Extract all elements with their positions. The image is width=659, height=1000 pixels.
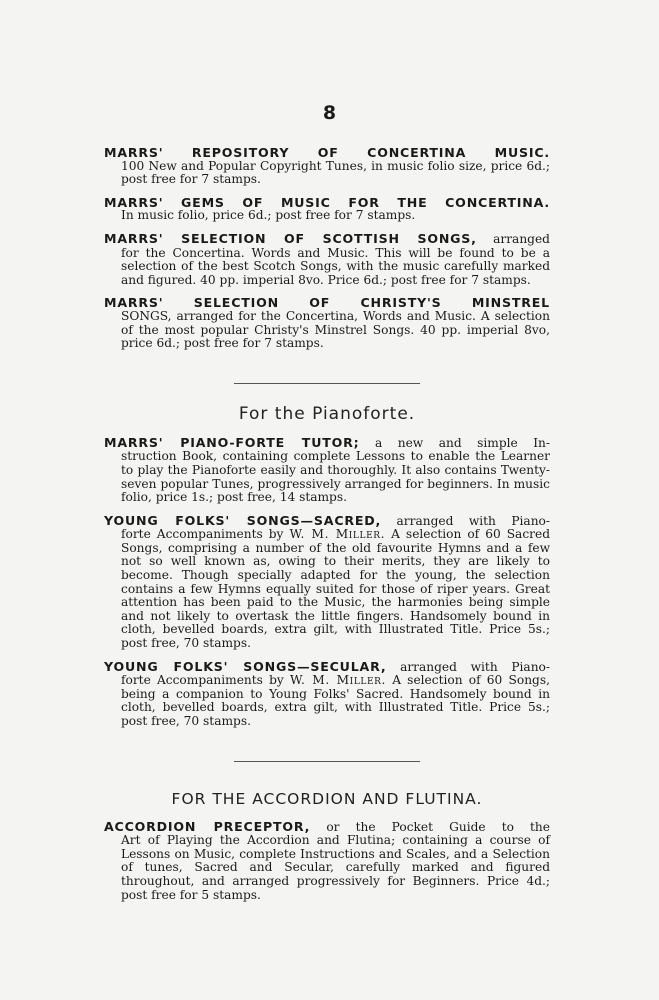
- listing-young-folks-secular: [104, 660, 550, 729]
- listing-young-folks-sacred: [104, 514, 550, 651]
- section-divider: [234, 761, 420, 762]
- listing-christys-minstrel-songs: [104, 296, 550, 350]
- listing-description: Art of Playing the Accordion and Flutina; containing a course of Lessons on Music, complete Instructions and Scales, and a Selection of tunes, Sacred and Secular, carefully marked and figured throughout, and arranged progressively for Beginners. Price 4d.; post free for 5 stamps.: [121, 833, 550, 902]
- listing-heading-line: [104, 436, 550, 451]
- listing-heading-line: [104, 820, 550, 835]
- listing-gems-of-music: [104, 196, 550, 223]
- section-divider: [234, 383, 420, 384]
- listing-heading-tail: arranged with Piano-: [381, 513, 551, 528]
- page-content: [104, 146, 550, 911]
- listing-description: for the Concertina. Words and Music. This will be found to be a selection of the best Scotch Songs, with the music carefully marked and figured. 40 pp. imperial 8vo. Price 6d.; post free for 7 stamps.: [121, 245, 550, 287]
- page-number: 8: [322, 102, 337, 124]
- author-name: W. M. Miller.: [289, 673, 386, 688]
- listing-description: struction Book, containing complete Lessons to enable the Learner to play the Pianoforte easily and thoroughly. It also contains Twenty-seven popular Tunes, progressively arranged for beginners. In music folio, price 1s.; post free, 14 stamps.: [121, 449, 550, 505]
- section-title-pianoforte: For the Pianoforte.: [238, 403, 416, 424]
- listing-heading: MARRS' SELECTION OF SCOTTISH SONGS,: [104, 230, 477, 246]
- section-title-accordion: FOR THE ACCORDION AND FLUTINA.: [171, 789, 483, 808]
- listing-heading-line: [104, 232, 550, 247]
- listing-heading-line: [104, 660, 550, 675]
- listing-description-rest: A selection of 60 Sacred Songs, comprising a number of the old favourite Hymns and a few not so well known as, owing to their merits, they are likely to become. Though specially adapted for the young, the selection contains a few Hymns equally suited for those of riper years. Great attention has been paid to the Music, the harmonies being simple and not likely to overtask the little fingers. Handsomely bound in cloth, bevelled boards, extra gilt, with Illustrated Title. Price 5s.; post free, 70 stamps.: [121, 527, 550, 651]
- listing-heading-line: [104, 514, 550, 529]
- listing-accordion-preceptor: [104, 820, 550, 903]
- listing-heading: MARRS' GEMS OF MUSIC FOR THE CONCERTINA.: [104, 194, 550, 210]
- listing-repository-of-concertina-music: [104, 146, 550, 187]
- listing-heading: MARRS' REPOSITORY OF CONCERTINA MUSIC.: [104, 145, 550, 160]
- listing-heading-tail: or the Pocket Guide to the: [310, 819, 550, 834]
- listing-description-lead: forte Accompaniments by: [121, 527, 290, 542]
- listing-description: [104, 528, 550, 650]
- listing-piano-forte-tutor: [104, 436, 550, 505]
- listing-heading-tail: arranged: [476, 231, 550, 246]
- author-name: W. M. Miller.: [289, 527, 386, 542]
- listing-scottish-songs: [104, 232, 550, 287]
- listing-description: SONGS, arranged for the Concertina, Words and Music. A selection of the most popular Christy's Minstrel Songs. 40 pp. imperial 8vo, price 6d.; post free for 7 stamps.: [121, 308, 550, 351]
- listing-heading-tail: arranged with Piano-: [386, 659, 551, 674]
- listing-heading: MARRS' PIANO-FORTE TUTOR;: [104, 434, 360, 450]
- listing-heading: YOUNG FOLKS' SONGS—SECULAR,: [104, 658, 387, 674]
- listing-description: 100 New and Popular Copyright Tunes, in music folio size, price 6d.; post free for 7 stamps.: [121, 158, 550, 187]
- listing-heading: ACCORDION PRECEPTOR,: [104, 818, 311, 834]
- listing-description: In music folio, price 6d.; post free for 7 stamps.: [121, 208, 416, 223]
- listing-heading: YOUNG FOLKS' SONGS—SACRED,: [104, 512, 382, 528]
- listing-description: [104, 674, 550, 728]
- listing-heading-tail: a new and simple In-: [359, 435, 551, 450]
- listing-heading: MARRS' SELECTION OF CHRISTY'S MINSTREL: [104, 295, 550, 311]
- listing-description-rest: A selection of 60 Songs, being a companion to Young Folks' Sacred. Handsomely bound in cloth, bevelled boards, extra gilt, with Illustrated Title. Price 5s.; post free, 70 stamps.: [121, 673, 550, 728]
- listing-description-lead: forte Accompaniments by: [121, 673, 290, 688]
